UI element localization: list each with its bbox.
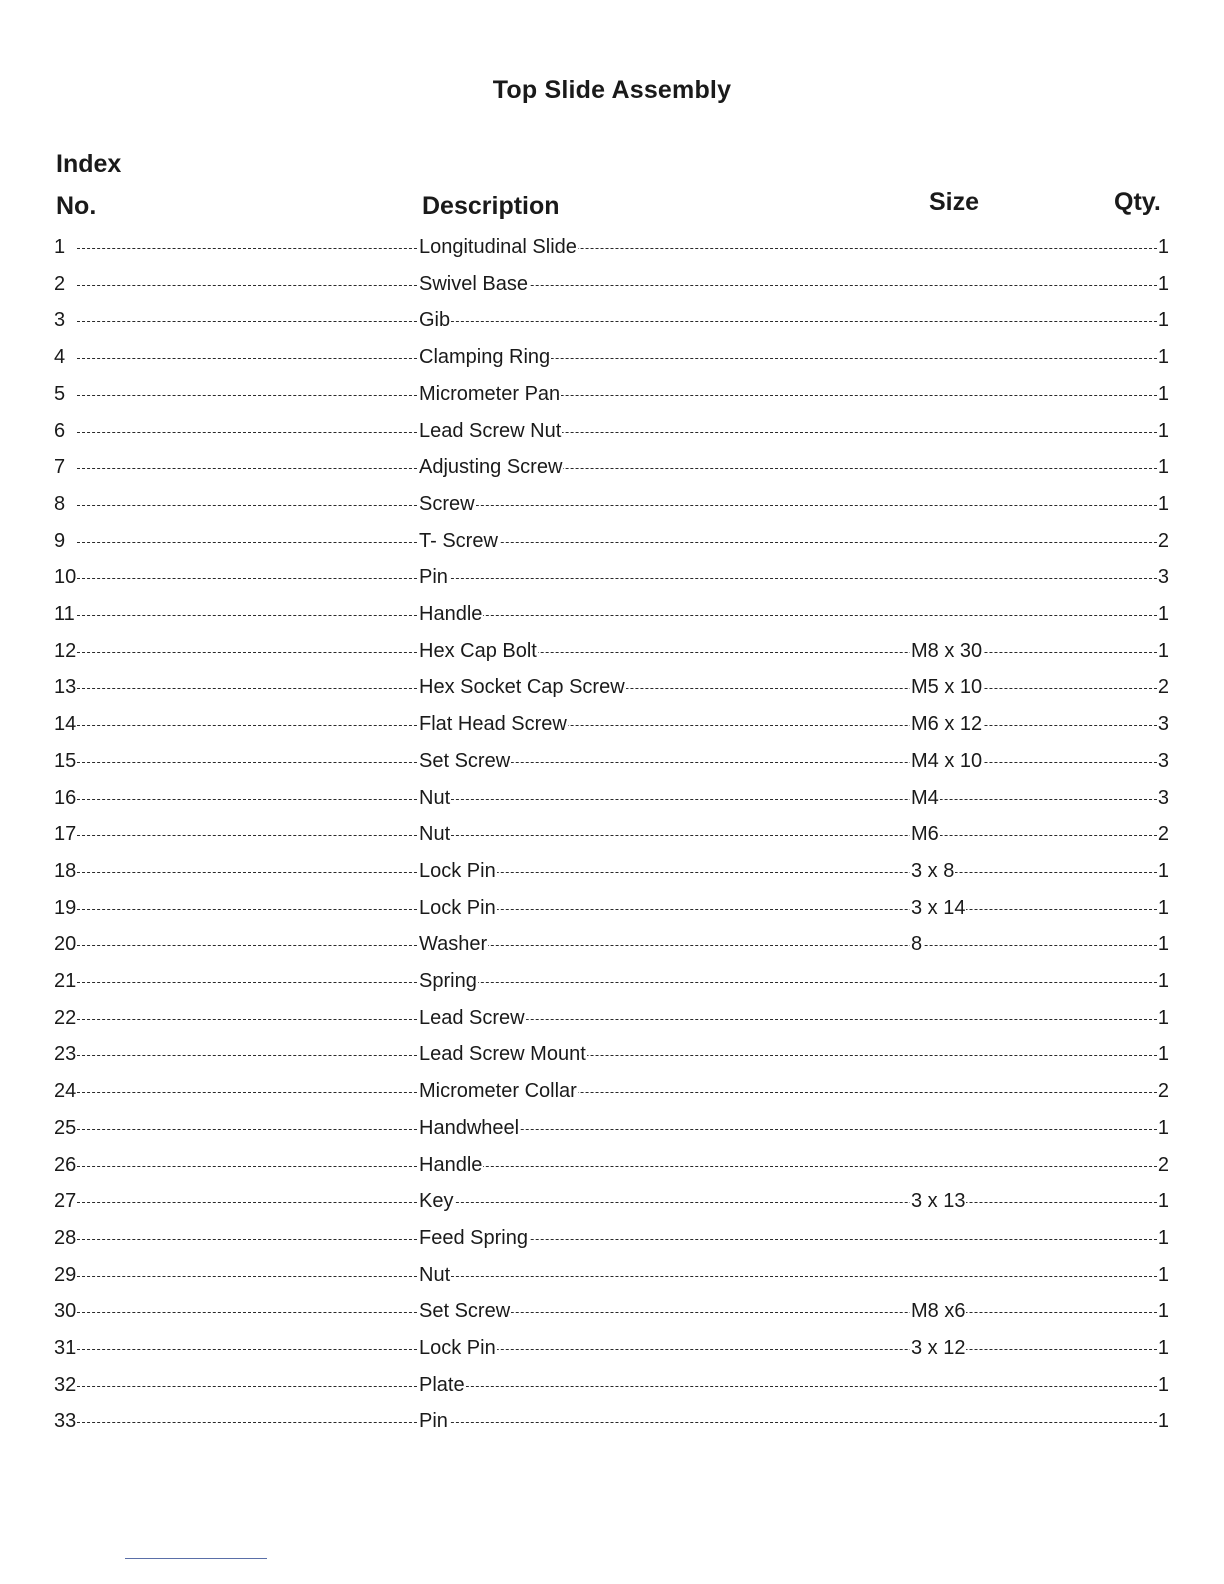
table-row — [53, 490, 1170, 518]
leader-dashes — [77, 1129, 422, 1130]
part-qty: 1 — [1157, 1040, 1170, 1068]
table-row — [53, 784, 1170, 812]
part-description: Key — [418, 1187, 454, 1215]
leader-dashes — [77, 542, 422, 543]
part-index-number: 33 — [53, 1407, 77, 1435]
footer-rule — [125, 1558, 267, 1559]
part-qty: 1 — [1157, 270, 1170, 298]
part-description: Handle — [418, 600, 483, 628]
leader-dashes — [421, 909, 1162, 910]
part-qty: 1 — [1157, 1297, 1170, 1325]
part-index-number: 13 — [53, 673, 77, 701]
part-index-number: 32 — [53, 1371, 77, 1399]
part-index-number: 14 — [53, 710, 77, 738]
leader-dashes — [77, 1312, 422, 1313]
part-description: Feed Spring — [418, 1224, 529, 1252]
leader-dashes — [77, 1386, 422, 1387]
part-description: Flat Head Screw — [418, 710, 568, 738]
header-no: No. — [56, 192, 97, 220]
header-index: Index — [56, 150, 122, 178]
part-qty: 1 — [1157, 600, 1170, 628]
part-index-number: 2 — [53, 270, 66, 298]
part-size: M5 x 10 — [910, 673, 983, 701]
part-qty: 2 — [1157, 1151, 1170, 1179]
leader-dashes — [77, 358, 422, 359]
leader-dashes — [77, 1349, 422, 1350]
part-index-number: 4 — [53, 343, 66, 371]
header-description: Description — [422, 192, 560, 220]
leader-dashes — [421, 982, 1162, 983]
part-index-number: 3 — [53, 306, 66, 334]
part-index-number: 10 — [53, 563, 77, 591]
leader-dashes — [421, 799, 1162, 800]
table-row — [53, 1187, 1170, 1215]
leader-dashes — [421, 1166, 1162, 1167]
header-qty: Qty. — [1114, 188, 1161, 216]
part-qty: 3 — [1157, 563, 1170, 591]
part-index-number: 24 — [53, 1077, 77, 1105]
part-description: Swivel Base — [418, 270, 529, 298]
part-qty: 2 — [1157, 527, 1170, 555]
leader-dashes — [77, 1239, 422, 1240]
part-size: 3 x 12 — [910, 1334, 966, 1362]
table-row — [53, 1297, 1170, 1325]
part-description: Micrometer Collar — [418, 1077, 578, 1105]
part-description: T- Screw — [418, 527, 499, 555]
leader-dashes — [77, 688, 422, 689]
table-row — [53, 1407, 1170, 1435]
leader-dashes — [77, 872, 422, 873]
part-qty: 1 — [1157, 1261, 1170, 1289]
part-description: Lock Pin — [418, 857, 497, 885]
table-row — [53, 563, 1170, 591]
part-qty: 1 — [1157, 857, 1170, 885]
part-qty: 1 — [1157, 1224, 1170, 1252]
table-row — [53, 1004, 1170, 1032]
leader-dashes — [421, 1276, 1162, 1277]
leader-dashes — [421, 1312, 1162, 1313]
part-index-number: 27 — [53, 1187, 77, 1215]
part-index-number: 11 — [53, 600, 76, 628]
part-qty: 1 — [1157, 343, 1170, 371]
part-index-number: 15 — [53, 747, 77, 775]
leader-dashes — [421, 615, 1162, 616]
part-description: Set Screw — [418, 1297, 511, 1325]
part-index-number: 21 — [53, 967, 77, 995]
part-index-number: 8 — [53, 490, 66, 518]
leader-dashes — [421, 1349, 1162, 1350]
leader-dashes — [77, 321, 422, 322]
part-description: Adjusting Screw — [418, 453, 563, 481]
table-row — [53, 1334, 1170, 1362]
part-description: Hex Socket Cap Screw — [418, 673, 626, 701]
part-index-number: 17 — [53, 820, 77, 848]
leader-dashes — [77, 1166, 422, 1167]
table-row — [53, 1040, 1170, 1068]
leader-dashes — [77, 395, 422, 396]
table-row — [53, 1371, 1170, 1399]
leader-dashes — [77, 468, 422, 469]
header-size: Size — [929, 188, 980, 216]
leader-dashes — [77, 762, 422, 763]
table-row — [53, 1261, 1170, 1289]
part-description: Clamping Ring — [418, 343, 551, 371]
table-row — [53, 894, 1170, 922]
table-row — [53, 967, 1170, 995]
part-index-number: 6 — [53, 417, 66, 445]
part-description: Nut — [418, 784, 451, 812]
leader-dashes — [77, 1422, 422, 1423]
part-qty: 2 — [1157, 1077, 1170, 1105]
part-description: Washer — [418, 930, 488, 958]
leader-dashes — [77, 725, 422, 726]
part-index-number: 19 — [53, 894, 77, 922]
leader-dashes — [421, 1129, 1162, 1130]
table-row — [53, 233, 1170, 261]
table-row — [53, 1077, 1170, 1105]
part-description: Pin — [418, 1407, 449, 1435]
leader-dashes — [77, 1202, 422, 1203]
table-row — [53, 380, 1170, 408]
leader-dashes — [77, 1055, 422, 1056]
part-size: M8 x 30 — [910, 637, 983, 665]
table-row — [53, 527, 1170, 555]
leader-dashes — [77, 945, 422, 946]
part-qty: 2 — [1157, 820, 1170, 848]
table-row — [53, 343, 1170, 371]
leader-dashes — [77, 1276, 422, 1277]
table-row — [53, 857, 1170, 885]
part-index-number: 30 — [53, 1297, 77, 1325]
leader-dashes — [421, 762, 1162, 763]
leader-dashes — [421, 835, 1162, 836]
leader-dashes — [421, 285, 1162, 286]
part-qty: 1 — [1157, 380, 1170, 408]
part-qty: 3 — [1157, 747, 1170, 775]
part-size: 3 x 13 — [910, 1187, 966, 1215]
part-index-number: 5 — [53, 380, 66, 408]
part-index-number: 29 — [53, 1261, 77, 1289]
part-qty: 1 — [1157, 1114, 1170, 1142]
leader-dashes — [77, 982, 422, 983]
part-description: Nut — [418, 820, 451, 848]
part-index-number: 12 — [53, 637, 77, 665]
leader-dashes — [77, 615, 422, 616]
part-index-number: 18 — [53, 857, 77, 885]
part-description: Spring — [418, 967, 478, 995]
table-row — [53, 637, 1170, 665]
leader-dashes — [77, 285, 422, 286]
table-row — [53, 1151, 1170, 1179]
table-row — [53, 306, 1170, 334]
part-qty: 1 — [1157, 930, 1170, 958]
part-description: Pin — [418, 563, 449, 591]
part-size: 8 — [910, 930, 923, 958]
part-index-number: 16 — [53, 784, 77, 812]
table-row — [53, 600, 1170, 628]
part-size: M6 — [910, 820, 940, 848]
part-description: Handwheel — [418, 1114, 520, 1142]
part-description: Hex Cap Bolt — [418, 637, 538, 665]
part-size: M8 x6 — [910, 1297, 966, 1325]
part-index-number: 26 — [53, 1151, 77, 1179]
part-index-number: 23 — [53, 1040, 77, 1068]
part-index-number: 22 — [53, 1004, 77, 1032]
part-qty: 1 — [1157, 233, 1170, 261]
table-row — [53, 820, 1170, 848]
part-description: Lock Pin — [418, 894, 497, 922]
part-qty: 1 — [1157, 490, 1170, 518]
leader-dashes — [421, 1386, 1162, 1387]
leader-dashes — [77, 799, 422, 800]
part-qty: 1 — [1157, 1334, 1170, 1362]
part-qty: 1 — [1157, 417, 1170, 445]
leader-dashes — [77, 835, 422, 836]
leader-dashes — [77, 652, 422, 653]
part-qty: 1 — [1157, 453, 1170, 481]
part-description: Longitudinal Slide — [418, 233, 578, 261]
part-index-number: 1 — [53, 233, 66, 261]
page-title: Top Slide Assembly — [492, 76, 732, 104]
part-size: 3 x 8 — [910, 857, 955, 885]
part-description: Set Screw — [418, 747, 511, 775]
part-qty: 3 — [1157, 710, 1170, 738]
part-description: Lock Pin — [418, 1334, 497, 1362]
part-index-number: 28 — [53, 1224, 77, 1252]
part-qty: 1 — [1157, 637, 1170, 665]
part-description: Plate — [418, 1371, 466, 1399]
part-index-number: 7 — [53, 453, 66, 481]
part-qty: 1 — [1157, 967, 1170, 995]
table-row — [53, 1114, 1170, 1142]
part-description: Screw — [418, 490, 476, 518]
leader-dashes — [421, 1019, 1162, 1020]
part-qty: 2 — [1157, 673, 1170, 701]
leader-dashes — [421, 1202, 1162, 1203]
part-qty: 1 — [1157, 1407, 1170, 1435]
part-description: Lead Screw Nut — [418, 417, 562, 445]
leader-dashes — [421, 1422, 1162, 1423]
leader-dashes — [77, 1019, 422, 1020]
part-description: Lead Screw — [418, 1004, 526, 1032]
part-size: M4 — [910, 784, 940, 812]
part-index-number: 31 — [53, 1334, 77, 1362]
leader-dashes — [77, 909, 422, 910]
part-size: M4 x 10 — [910, 747, 983, 775]
part-qty: 1 — [1157, 894, 1170, 922]
leader-dashes — [421, 321, 1162, 322]
table-row — [53, 417, 1170, 445]
part-description: Handle — [418, 1151, 483, 1179]
part-size: 3 x 14 — [910, 894, 966, 922]
leader-dashes — [421, 505, 1162, 506]
leader-dashes — [421, 945, 1162, 946]
leader-dashes — [77, 578, 422, 579]
part-index-number: 25 — [53, 1114, 77, 1142]
part-description: Nut — [418, 1261, 451, 1289]
leader-dashes — [77, 1092, 422, 1093]
leader-dashes — [77, 505, 422, 506]
leader-dashes — [421, 1239, 1162, 1240]
part-qty: 3 — [1157, 784, 1170, 812]
leader-dashes — [77, 432, 422, 433]
table-row — [53, 673, 1170, 701]
part-description: Lead Screw Mount — [418, 1040, 587, 1068]
table-row — [53, 270, 1170, 298]
part-index-number: 9 — [53, 527, 66, 555]
part-size: M6 x 12 — [910, 710, 983, 738]
table-row — [53, 930, 1170, 958]
leader-dashes — [421, 872, 1162, 873]
leader-dashes — [421, 578, 1162, 579]
part-index-number: 20 — [53, 930, 77, 958]
part-qty: 1 — [1157, 1187, 1170, 1215]
table-row — [53, 747, 1170, 775]
leader-dashes — [421, 542, 1162, 543]
part-description: Micrometer Pan — [418, 380, 561, 408]
part-qty: 1 — [1157, 1371, 1170, 1399]
leader-dashes — [77, 248, 422, 249]
table-row — [53, 710, 1170, 738]
part-description: Gib — [418, 306, 451, 334]
table-row — [53, 1224, 1170, 1252]
part-qty: 1 — [1157, 1004, 1170, 1032]
table-row — [53, 453, 1170, 481]
part-qty: 1 — [1157, 306, 1170, 334]
